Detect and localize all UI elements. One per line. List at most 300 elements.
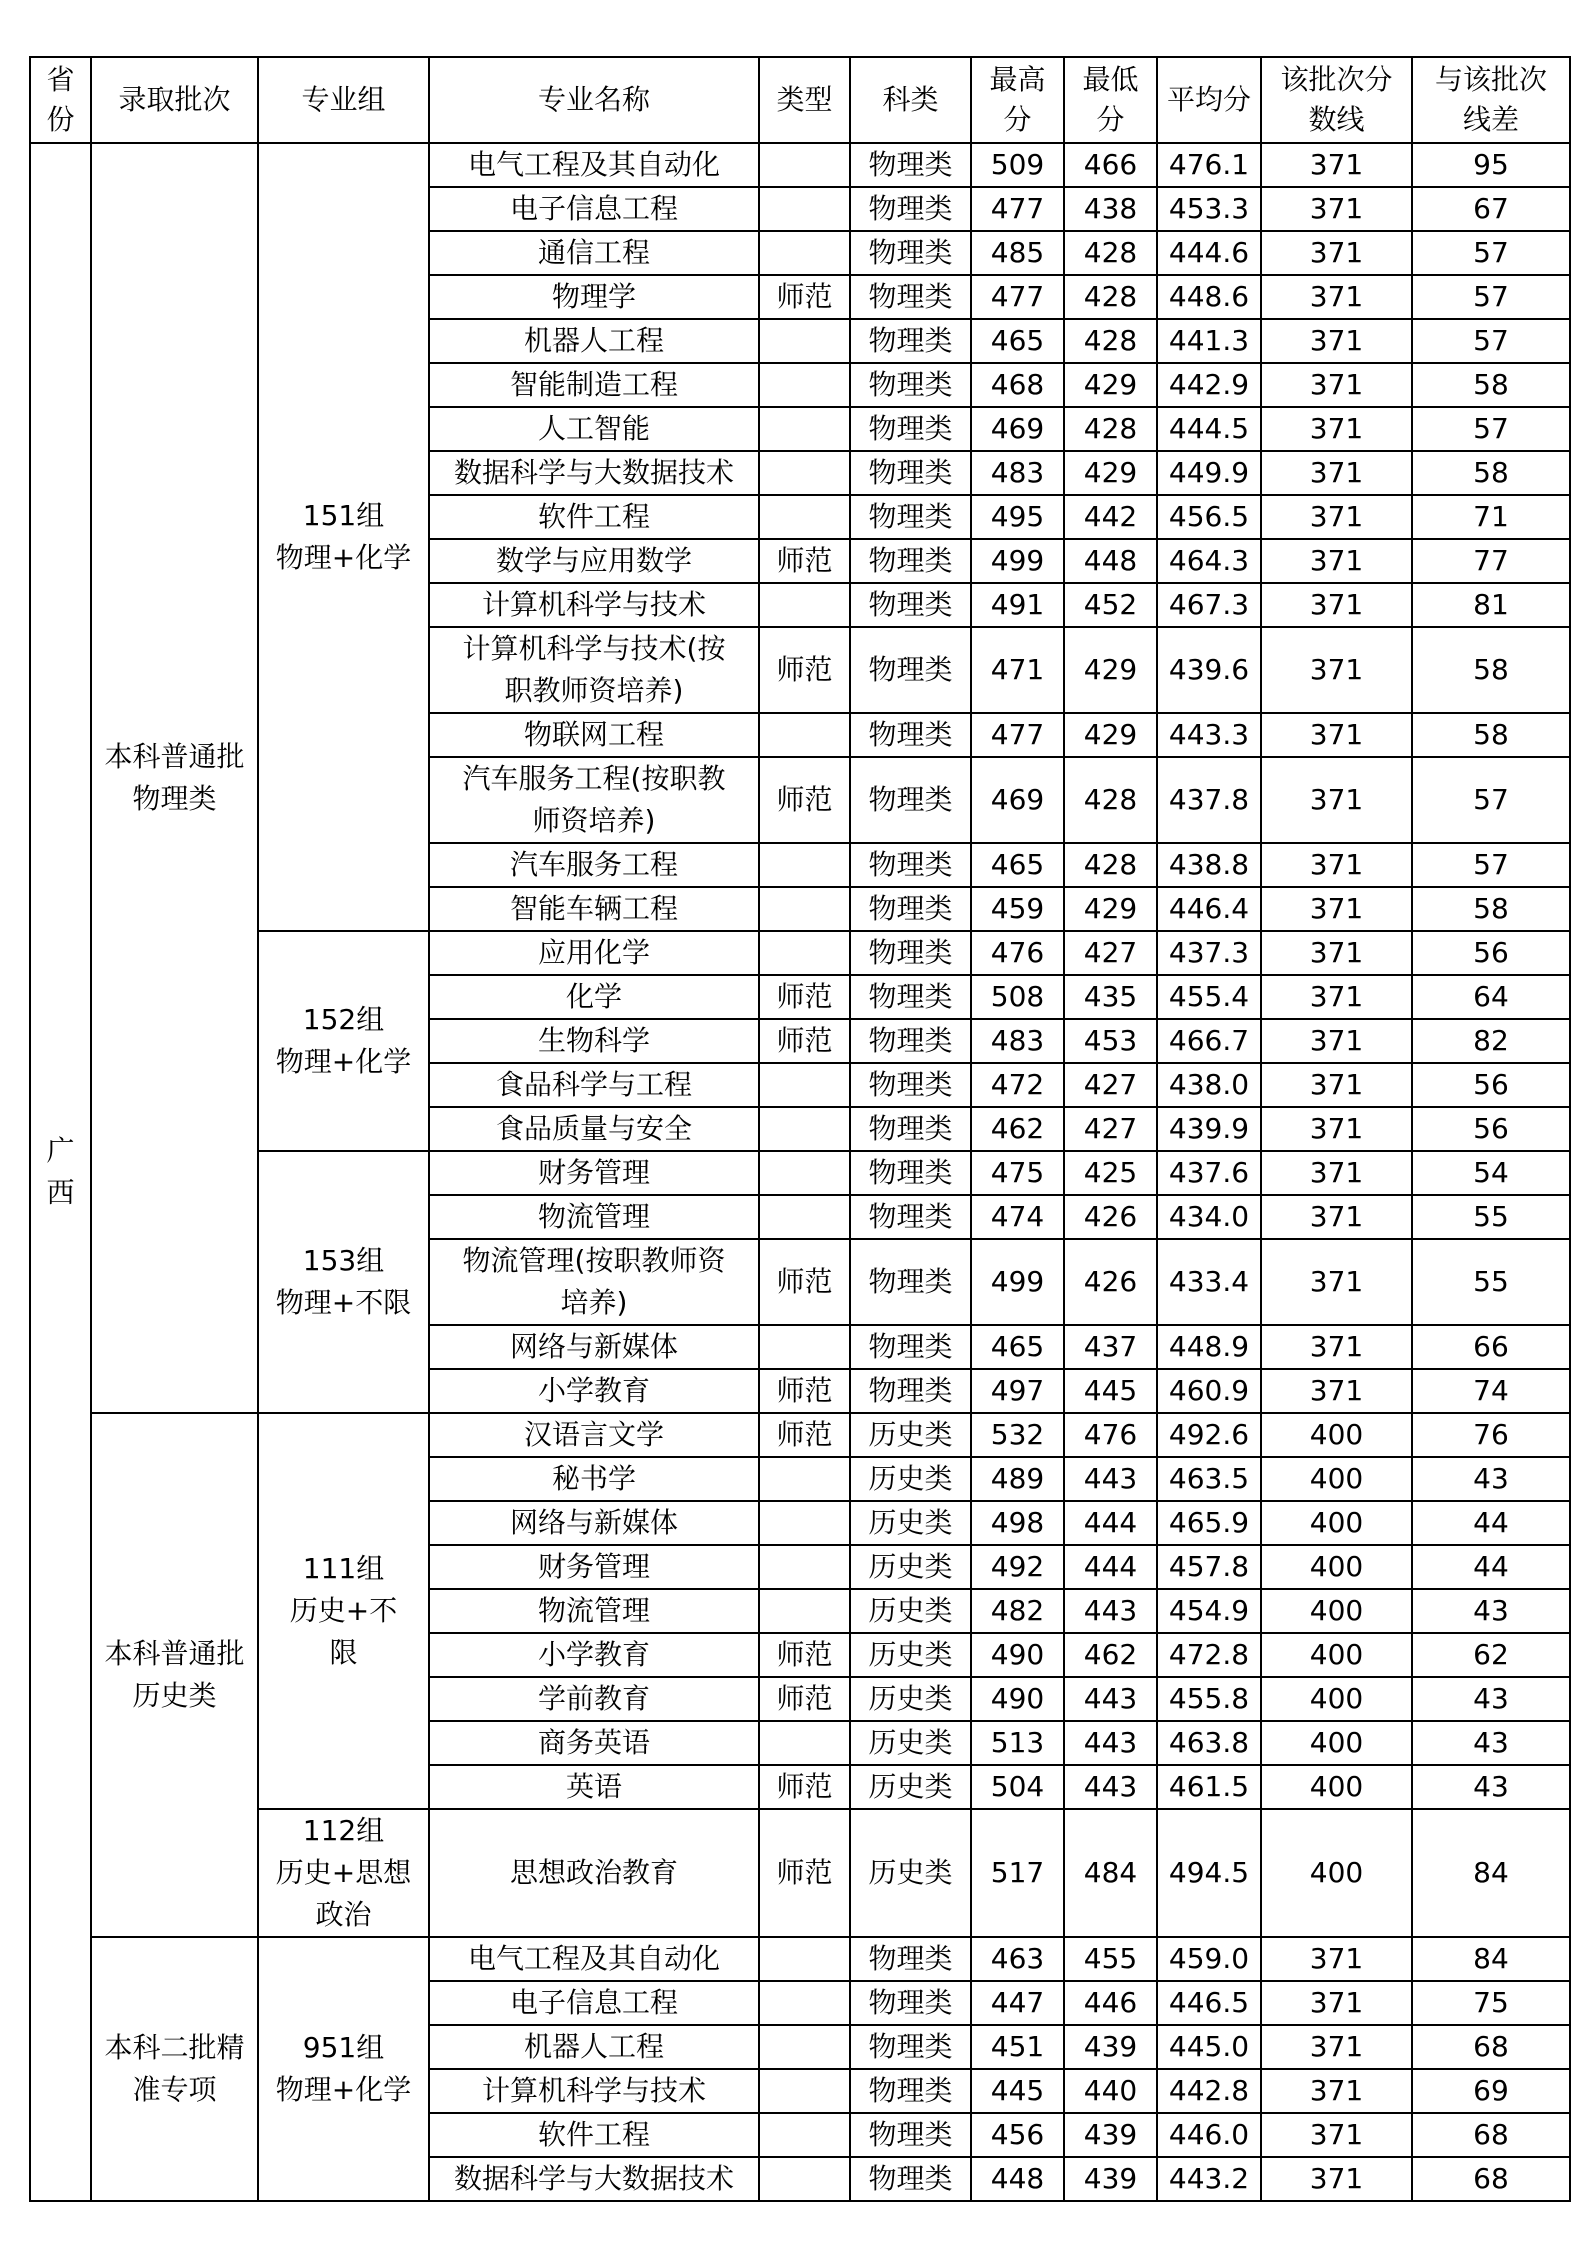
type-cell (759, 1063, 850, 1107)
type-cell (759, 1545, 850, 1589)
avg-cell: 453.3 (1157, 187, 1261, 231)
max-cell: 465 (971, 1325, 1064, 1369)
cell-line: 历史+思想 (275, 1856, 412, 1889)
line-cell: 371 (1261, 2157, 1412, 2201)
type-cell (759, 2157, 850, 2201)
subject-cell: 物理类 (850, 1195, 971, 1239)
diff-cell: 68 (1412, 2025, 1570, 2069)
max-cell: 477 (971, 713, 1064, 757)
major-name-cell (429, 975, 759, 1019)
type-cell: 师范 (759, 1413, 850, 1457)
type-cell (759, 451, 850, 495)
type-cell: 师范 (759, 627, 850, 713)
major-name-cell (429, 451, 759, 495)
subject-cell: 物理类 (850, 2113, 971, 2157)
avg-cell: 444.6 (1157, 231, 1261, 275)
max-cell: 465 (971, 319, 1064, 363)
cell-line: 物联网工程 (523, 718, 664, 751)
header-row (30, 57, 1570, 143)
cell-line: 计算机科学与技术 (481, 2074, 706, 2107)
line-cell: 371 (1261, 713, 1412, 757)
cell-line: 学前教育 (537, 1682, 650, 1715)
line-cell: 400 (1261, 1677, 1412, 1721)
type-cell (759, 1589, 850, 1633)
diff-cell: 64 (1412, 975, 1570, 1019)
avg-cell: 494.5 (1157, 1809, 1261, 1937)
diff-cell: 57 (1412, 275, 1570, 319)
min-cell: 428 (1064, 319, 1157, 363)
max-cell: 456 (971, 2113, 1064, 2157)
major-name-cell (429, 275, 759, 319)
major-name-cell (429, 713, 759, 757)
diff-cell: 43 (1412, 1457, 1570, 1501)
group-cell (258, 1151, 429, 1413)
avg-cell: 449.9 (1157, 451, 1261, 495)
line-cell: 371 (1261, 2069, 1412, 2113)
min-cell: 444 (1064, 1545, 1157, 1589)
major-name-cell (429, 539, 759, 583)
cell-line: 广 (46, 1134, 75, 1167)
subject-cell: 物理类 (850, 275, 971, 319)
diff-cell: 74 (1412, 1369, 1570, 1413)
diff-cell: 62 (1412, 1633, 1570, 1677)
line-cell: 371 (1261, 1063, 1412, 1107)
cell-line: 152组 (302, 1003, 385, 1036)
line-cell: 400 (1261, 1765, 1412, 1809)
avg-cell: 455.8 (1157, 1677, 1261, 1721)
max-cell: 469 (971, 757, 1064, 843)
diff-cell: 58 (1412, 627, 1570, 713)
line-cell: 371 (1261, 275, 1412, 319)
max-cell: 532 (971, 1413, 1064, 1457)
cell-line: 培养) (560, 1286, 628, 1319)
line-cell: 371 (1261, 231, 1412, 275)
max-cell: 497 (971, 1369, 1064, 1413)
min-cell: 443 (1064, 1765, 1157, 1809)
subject-cell: 物理类 (850, 1981, 971, 2025)
max-cell: 498 (971, 1501, 1064, 1545)
max-cell: 499 (971, 1239, 1064, 1325)
cell-line: 职教师资培养) (504, 674, 684, 707)
cell-line: 计算机科学与技术 (481, 588, 706, 621)
diff-cell: 68 (1412, 2113, 1570, 2157)
min-cell: 445 (1064, 1369, 1157, 1413)
type-cell (759, 231, 850, 275)
major-name-cell (429, 887, 759, 931)
avg-cell: 460.9 (1157, 1369, 1261, 1413)
cell-line: 153组 (302, 1244, 385, 1277)
diff-cell: 44 (1412, 1545, 1570, 1589)
admission-scores-table (29, 56, 1571, 2202)
header-diff: 与该批次 线差 (1412, 57, 1570, 143)
min-cell: 443 (1064, 1721, 1157, 1765)
line-cell: 400 (1261, 1413, 1412, 1457)
min-cell: 439 (1064, 2113, 1157, 2157)
major-name-cell (429, 2157, 759, 2201)
type-cell (759, 495, 850, 539)
max-cell: 477 (971, 187, 1064, 231)
cell-line: 软件工程 (537, 2118, 650, 2151)
type-cell (759, 2069, 850, 2113)
avg-cell: 455.4 (1157, 975, 1261, 1019)
cell-line: 政治 (315, 1898, 372, 1931)
type-cell (759, 1501, 850, 1545)
header-min-score: 最低 分 (1064, 57, 1157, 143)
cell-line: 应用化学 (537, 936, 650, 969)
line-cell: 371 (1261, 757, 1412, 843)
major-name-cell (429, 1457, 759, 1501)
max-cell: 469 (971, 407, 1064, 451)
max-cell: 483 (971, 1019, 1064, 1063)
avg-cell: 443.2 (1157, 2157, 1261, 2201)
line-cell: 371 (1261, 143, 1412, 187)
min-cell: 429 (1064, 627, 1157, 713)
line-cell: 400 (1261, 1633, 1412, 1677)
major-name-cell (429, 843, 759, 887)
line-cell: 371 (1261, 407, 1412, 451)
min-cell: 435 (1064, 975, 1157, 1019)
major-name-cell (429, 495, 759, 539)
batch-cell (91, 143, 258, 1413)
major-name-cell (429, 1107, 759, 1151)
subject-cell: 历史类 (850, 1545, 971, 1589)
cell-line: 思想政治教育 (509, 1856, 678, 1889)
line-cell: 400 (1261, 1721, 1412, 1765)
line-cell: 371 (1261, 451, 1412, 495)
cell-line: 本科普通批 (104, 740, 245, 773)
cell-line: 化学 (565, 980, 622, 1013)
cell-line: 准专项 (132, 2073, 217, 2106)
max-cell: 491 (971, 583, 1064, 627)
line-cell: 371 (1261, 887, 1412, 931)
line-cell: 371 (1261, 187, 1412, 231)
type-cell (759, 887, 850, 931)
subject-cell: 物理类 (850, 1063, 971, 1107)
min-cell: 453 (1064, 1019, 1157, 1063)
diff-cell: 57 (1412, 319, 1570, 363)
avg-cell: 476.1 (1157, 143, 1261, 187)
max-cell: 509 (971, 143, 1064, 187)
type-cell (759, 407, 850, 451)
avg-cell: 443.3 (1157, 713, 1261, 757)
type-cell (759, 713, 850, 757)
cell-line: 食品质量与安全 (495, 1112, 692, 1145)
max-cell: 445 (971, 2069, 1064, 2113)
table-body (30, 143, 1570, 2201)
diff-cell: 43 (1412, 1765, 1570, 1809)
cell-line: 英语 (565, 1770, 622, 1803)
max-cell: 490 (971, 1677, 1064, 1721)
type-cell (759, 2113, 850, 2157)
subject-cell: 历史类 (850, 1677, 971, 1721)
diff-cell: 58 (1412, 363, 1570, 407)
min-cell: 448 (1064, 539, 1157, 583)
type-cell: 师范 (759, 1369, 850, 1413)
subject-cell: 物理类 (850, 539, 971, 583)
min-cell: 476 (1064, 1413, 1157, 1457)
avg-cell: 445.0 (1157, 2025, 1261, 2069)
major-name-cell (429, 1589, 759, 1633)
min-cell: 443 (1064, 1677, 1157, 1721)
cell-line: 小学教育 (537, 1374, 650, 1407)
avg-cell: 442.8 (1157, 2069, 1261, 2113)
type-cell (759, 363, 850, 407)
cell-line: 物流管理 (537, 1594, 650, 1627)
major-name-cell (429, 1633, 759, 1677)
cell-line: 智能制造工程 (509, 368, 678, 401)
min-cell: 429 (1064, 363, 1157, 407)
min-cell: 425 (1064, 1151, 1157, 1195)
subject-cell: 物理类 (850, 2069, 971, 2113)
min-cell: 429 (1064, 451, 1157, 495)
line-cell: 371 (1261, 931, 1412, 975)
subject-cell: 历史类 (850, 1589, 971, 1633)
diff-cell: 77 (1412, 539, 1570, 583)
line-cell: 371 (1261, 1195, 1412, 1239)
type-cell (759, 1325, 850, 1369)
diff-cell: 75 (1412, 1981, 1570, 2025)
min-cell: 438 (1064, 187, 1157, 231)
line-cell: 371 (1261, 1325, 1412, 1369)
diff-cell: 43 (1412, 1589, 1570, 1633)
group-cell (258, 1413, 429, 1809)
diff-cell: 76 (1412, 1413, 1570, 1457)
line-cell: 400 (1261, 1457, 1412, 1501)
cell-line: 物流管理(按职教师资 (462, 1244, 726, 1277)
avg-cell: 459.0 (1157, 1937, 1261, 1981)
cell-line: 西 (46, 1176, 75, 1209)
batch-cell (91, 1413, 258, 1937)
cell-line: 物流管理 (537, 1200, 650, 1233)
type-cell: 师范 (759, 539, 850, 583)
subject-cell: 物理类 (850, 143, 971, 187)
group-cell (258, 931, 429, 1151)
cell-line: 物理+不限 (275, 1286, 412, 1319)
major-name-cell (429, 407, 759, 451)
cell-line: 通信工程 (537, 236, 650, 269)
max-cell: 448 (971, 2157, 1064, 2201)
max-cell: 447 (971, 1981, 1064, 2025)
major-name-cell (429, 1063, 759, 1107)
cell-line: 历史类 (132, 1679, 217, 1712)
avg-cell: 463.5 (1157, 1457, 1261, 1501)
table-row (30, 1937, 1570, 1981)
diff-cell: 55 (1412, 1239, 1570, 1325)
max-cell: 490 (971, 1633, 1064, 1677)
cell-line: 数据科学与大数据技术 (453, 2162, 734, 2195)
type-cell: 师范 (759, 275, 850, 319)
cell-line: 师资培养) (532, 804, 656, 837)
min-cell: 426 (1064, 1239, 1157, 1325)
cell-line: 财务管理 (537, 1550, 650, 1583)
type-cell: 师范 (759, 1239, 850, 1325)
type-cell (759, 1195, 850, 1239)
subject-cell: 历史类 (850, 1501, 971, 1545)
subject-cell: 物理类 (850, 583, 971, 627)
max-cell: 492 (971, 1545, 1064, 1589)
major-name-cell (429, 1369, 759, 1413)
avg-cell: 434.0 (1157, 1195, 1261, 1239)
subject-cell: 物理类 (850, 319, 971, 363)
avg-cell: 464.3 (1157, 539, 1261, 583)
min-cell: 427 (1064, 931, 1157, 975)
avg-cell: 461.5 (1157, 1765, 1261, 1809)
header-batch-line: 该批次分 数线 (1261, 57, 1412, 143)
avg-cell: 463.8 (1157, 1721, 1261, 1765)
cell-line: 智能车辆工程 (509, 892, 678, 925)
line-cell: 371 (1261, 1239, 1412, 1325)
avg-cell: 433.4 (1157, 1239, 1261, 1325)
subject-cell: 物理类 (850, 887, 971, 931)
avg-cell: 465.9 (1157, 1501, 1261, 1545)
min-cell: 462 (1064, 1633, 1157, 1677)
line-cell: 371 (1261, 1107, 1412, 1151)
line-cell: 371 (1261, 319, 1412, 363)
cell-line: 112组 (302, 1814, 385, 1847)
header-province: 省 份 (30, 57, 91, 143)
diff-cell: 56 (1412, 1063, 1570, 1107)
major-name-cell (429, 319, 759, 363)
subject-cell: 物理类 (850, 451, 971, 495)
min-cell: 428 (1064, 275, 1157, 319)
table-row (30, 1809, 1570, 1937)
subject-cell: 历史类 (850, 1765, 971, 1809)
cell-line: 机器人工程 (523, 2030, 664, 2063)
min-cell: 428 (1064, 843, 1157, 887)
major-name-cell (429, 2025, 759, 2069)
line-cell: 400 (1261, 1589, 1412, 1633)
cell-line: 历史+不 (289, 1594, 398, 1627)
subject-cell: 物理类 (850, 757, 971, 843)
header-avg-score: 平均分 (1157, 57, 1261, 143)
type-cell: 师范 (759, 1633, 850, 1677)
batch-cell (91, 1937, 258, 2201)
min-cell: 437 (1064, 1325, 1157, 1369)
type-cell (759, 319, 850, 363)
major-name-cell (429, 1151, 759, 1195)
min-cell: 429 (1064, 887, 1157, 931)
cell-line: 电子信息工程 (509, 1986, 678, 2019)
subject-cell: 物理类 (850, 495, 971, 539)
line-cell: 371 (1261, 539, 1412, 583)
diff-cell: 58 (1412, 713, 1570, 757)
major-name-cell (429, 1325, 759, 1369)
avg-cell: 466.7 (1157, 1019, 1261, 1063)
min-cell: 484 (1064, 1809, 1157, 1937)
diff-cell: 56 (1412, 1107, 1570, 1151)
diff-cell: 84 (1412, 1937, 1570, 1981)
diff-cell: 44 (1412, 1501, 1570, 1545)
diff-cell: 55 (1412, 1195, 1570, 1239)
cell-line: 数学与应用数学 (495, 544, 692, 577)
line-cell: 371 (1261, 1019, 1412, 1063)
line-cell: 371 (1261, 495, 1412, 539)
type-cell (759, 1107, 850, 1151)
cell-line: 151组 (302, 499, 385, 532)
subject-cell: 物理类 (850, 363, 971, 407)
min-cell: 428 (1064, 231, 1157, 275)
diff-cell: 84 (1412, 1809, 1570, 1937)
cell-line: 网络与新媒体 (509, 1330, 678, 1363)
max-cell: 482 (971, 1589, 1064, 1633)
header-batch: 录取批次 (91, 57, 258, 143)
type-cell (759, 2025, 850, 2069)
group-cell (258, 1937, 429, 2201)
subject-cell: 物理类 (850, 975, 971, 1019)
avg-cell: 467.3 (1157, 583, 1261, 627)
avg-cell: 457.8 (1157, 1545, 1261, 1589)
cell-line: 本科二批精 (104, 2031, 245, 2064)
cell-line: 物理+化学 (275, 541, 412, 574)
line-cell: 371 (1261, 1369, 1412, 1413)
avg-cell: 439.9 (1157, 1107, 1261, 1151)
min-cell: 442 (1064, 495, 1157, 539)
line-cell: 400 (1261, 1501, 1412, 1545)
major-name-cell (429, 2069, 759, 2113)
diff-cell: 57 (1412, 231, 1570, 275)
max-cell: 474 (971, 1195, 1064, 1239)
max-cell: 483 (971, 451, 1064, 495)
major-name-cell (429, 1981, 759, 2025)
diff-cell: 95 (1412, 143, 1570, 187)
subject-cell: 历史类 (850, 1633, 971, 1677)
avg-cell: 446.0 (1157, 2113, 1261, 2157)
max-cell: 489 (971, 1457, 1064, 1501)
max-cell: 462 (971, 1107, 1064, 1151)
avg-cell: 472.8 (1157, 1633, 1261, 1677)
diff-cell: 82 (1412, 1019, 1570, 1063)
max-cell: 475 (971, 1151, 1064, 1195)
subject-cell: 历史类 (850, 1413, 971, 1457)
major-name-cell (429, 1677, 759, 1721)
min-cell: 452 (1064, 583, 1157, 627)
diff-cell: 66 (1412, 1325, 1570, 1369)
avg-cell: 442.9 (1157, 363, 1261, 407)
min-cell: 440 (1064, 2069, 1157, 2113)
type-cell (759, 143, 850, 187)
cell-line: 人工智能 (537, 412, 650, 445)
min-cell: 429 (1064, 713, 1157, 757)
header-subject: 科类 (850, 57, 971, 143)
avg-cell: 446.5 (1157, 1981, 1261, 2025)
min-cell: 439 (1064, 2025, 1157, 2069)
major-name-cell (429, 1195, 759, 1239)
subject-cell: 物理类 (850, 231, 971, 275)
line-cell: 371 (1261, 363, 1412, 407)
max-cell: 504 (971, 1765, 1064, 1809)
diff-cell: 58 (1412, 887, 1570, 931)
type-cell: 师范 (759, 1677, 850, 1721)
major-name-cell (429, 1809, 759, 1937)
type-cell: 师范 (759, 1765, 850, 1809)
type-cell: 师范 (759, 975, 850, 1019)
subject-cell: 物理类 (850, 843, 971, 887)
diff-cell: 43 (1412, 1721, 1570, 1765)
line-cell: 371 (1261, 583, 1412, 627)
line-cell: 400 (1261, 1545, 1412, 1589)
cell-line: 951组 (302, 2031, 385, 2064)
cell-line: 限 (329, 1636, 358, 1669)
major-name-cell (429, 143, 759, 187)
min-cell: 443 (1064, 1457, 1157, 1501)
major-name-cell (429, 231, 759, 275)
max-cell: 463 (971, 1937, 1064, 1981)
cell-line: 生物科学 (537, 1024, 650, 1057)
header-max-score: 最高 分 (971, 57, 1064, 143)
diff-cell: 68 (1412, 2157, 1570, 2201)
subject-cell: 物理类 (850, 713, 971, 757)
subject-cell: 物理类 (850, 1151, 971, 1195)
